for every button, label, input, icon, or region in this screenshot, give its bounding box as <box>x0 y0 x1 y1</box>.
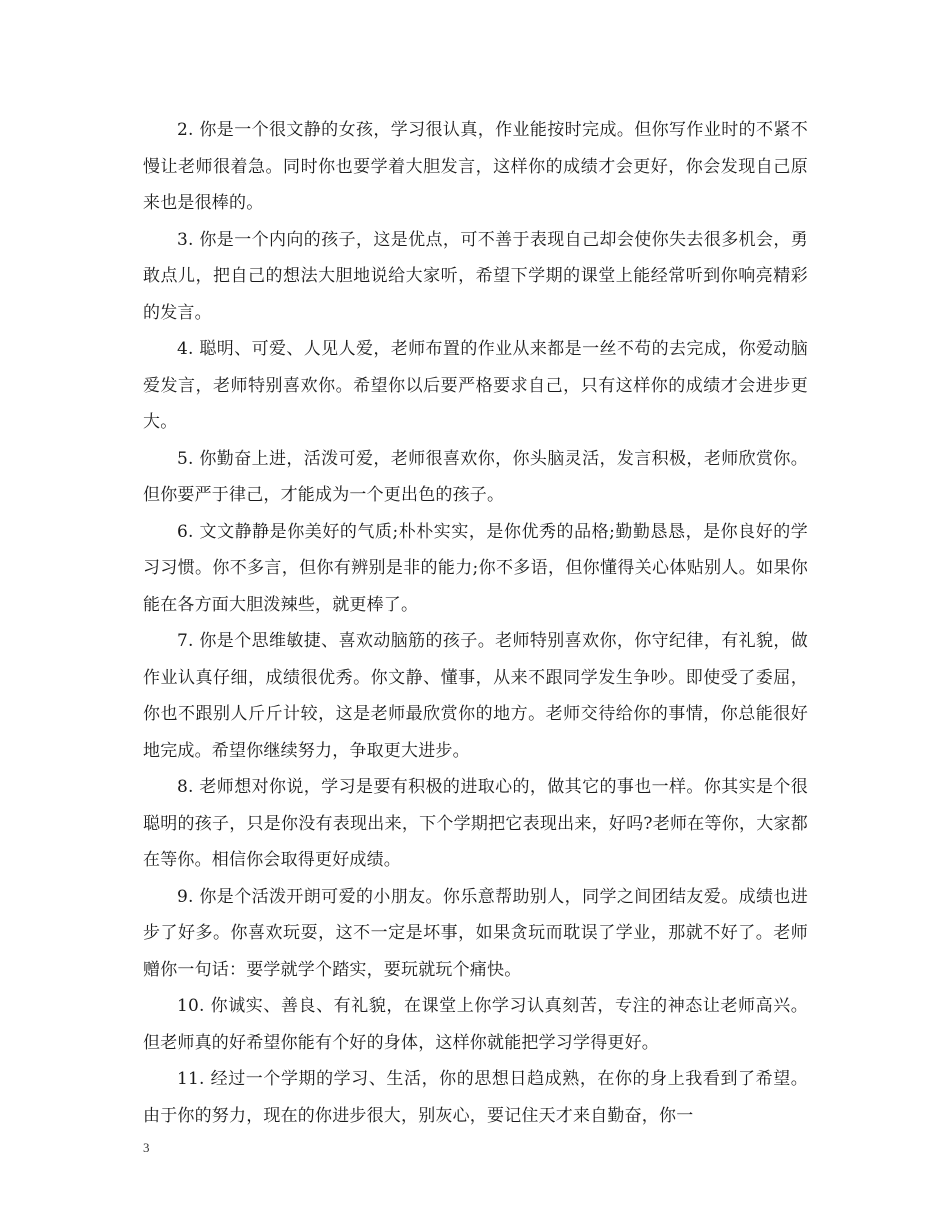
paragraph-comment-7: 7. 你是个思维敏捷、喜欢动脑筋的孩子。老师特别喜欢你，你守纪律，有礼貌，做作业认真仔细，成绩很优秀。你文静、懂事，从来不跟同学发生争吵。即使受了委屈，你也不跟别人斤斤计较，这是老师最欣赏你的地方。老师交待给你的事情，你总能很好地完成。希望你继续努力，争取更大进步。 <box>143 631 808 761</box>
paragraph-comment-6: 6. 文文静静是你美好的气质;朴朴实实，是你优秀的品格;勤勤恳恳，是你良好的学习习惯。你不多言，但你有辨别是非的能力;你不多语，但你懂得关心体贴别人。如果你能在各方面大胆泼辣些，就更棒了。 <box>143 521 808 615</box>
page-number: 3 <box>143 1140 150 1155</box>
paragraph-comment-8: 8. 老师想对你说，学习是要有积极的进取心的，做其它的事也一样。你其实是个很聪明的孩子，只是你没有表现出来，下个学期把它表现出来，好吗?老师在等你，大家都在等你。相信你会取得更好成绩。 <box>143 777 808 870</box>
paragraph-comment-10: 10. 你诚实、善良、有礼貌，在课堂上你学习认真刻苦，专注的神态让老师高兴。但老师真的好希望你能有个好的身体，这样你就能把学习学得更好。 <box>143 996 808 1053</box>
paragraph-comment-9: 9. 你是个活泼开朗可爱的小朋友。你乐意帮助别人，同学之间团结友爱。成绩也进步了好多。你喜欢玩耍，这不一定是坏事，如果贪玩而耽误了学业，那就不好了。老师赠你一句话：要学就学个踏实，要玩就玩个痛快。 <box>143 886 808 980</box>
paragraph-comment-5: 5. 你勤奋上进，活泼可爱，老师很喜欢你，你头脑灵活，发言积极，老师欣赏你。但你要严于律己，才能成为一个更出色的孩子。 <box>143 448 808 505</box>
document-body <box>143 112 808 1134</box>
paragraph-comment-11: 11. 经过一个学期的学习、生活，你的思想日趋成熟，在你的身上我看到了希望。由于你的努力，现在的你进步很大，别灰心，要记住天才来自勤奋，你一 <box>143 1069 808 1126</box>
paragraph-comment-3: 3. 你是一个内向的孩子，这是优点，可不善于表现自己却会使你失去很多机会，勇敢点儿，把自己的想法大胆地说给大家听，希望下学期的课堂上能经常听到你响亮精彩的发言。 <box>143 229 808 323</box>
paragraph-comment-2: 2. 你是一个很文静的女孩，学习很认真，作业能按时完成。但你写作业时的不紧不慢让老师很着急。同时你也要学着大胆发言，这样你的成绩才会更好，你会发现自己原来也是很棒的。 <box>143 120 808 213</box>
paragraph-comment-4: 4. 聪明、可爱、人见人爱，老师布置的作业从来都是一丝不苟的去完成，你爱动脑爱发言，老师特别喜欢你。希望你以后要严格要求自己，只有这样你的成绩才会进步更大。 <box>143 339 808 432</box>
